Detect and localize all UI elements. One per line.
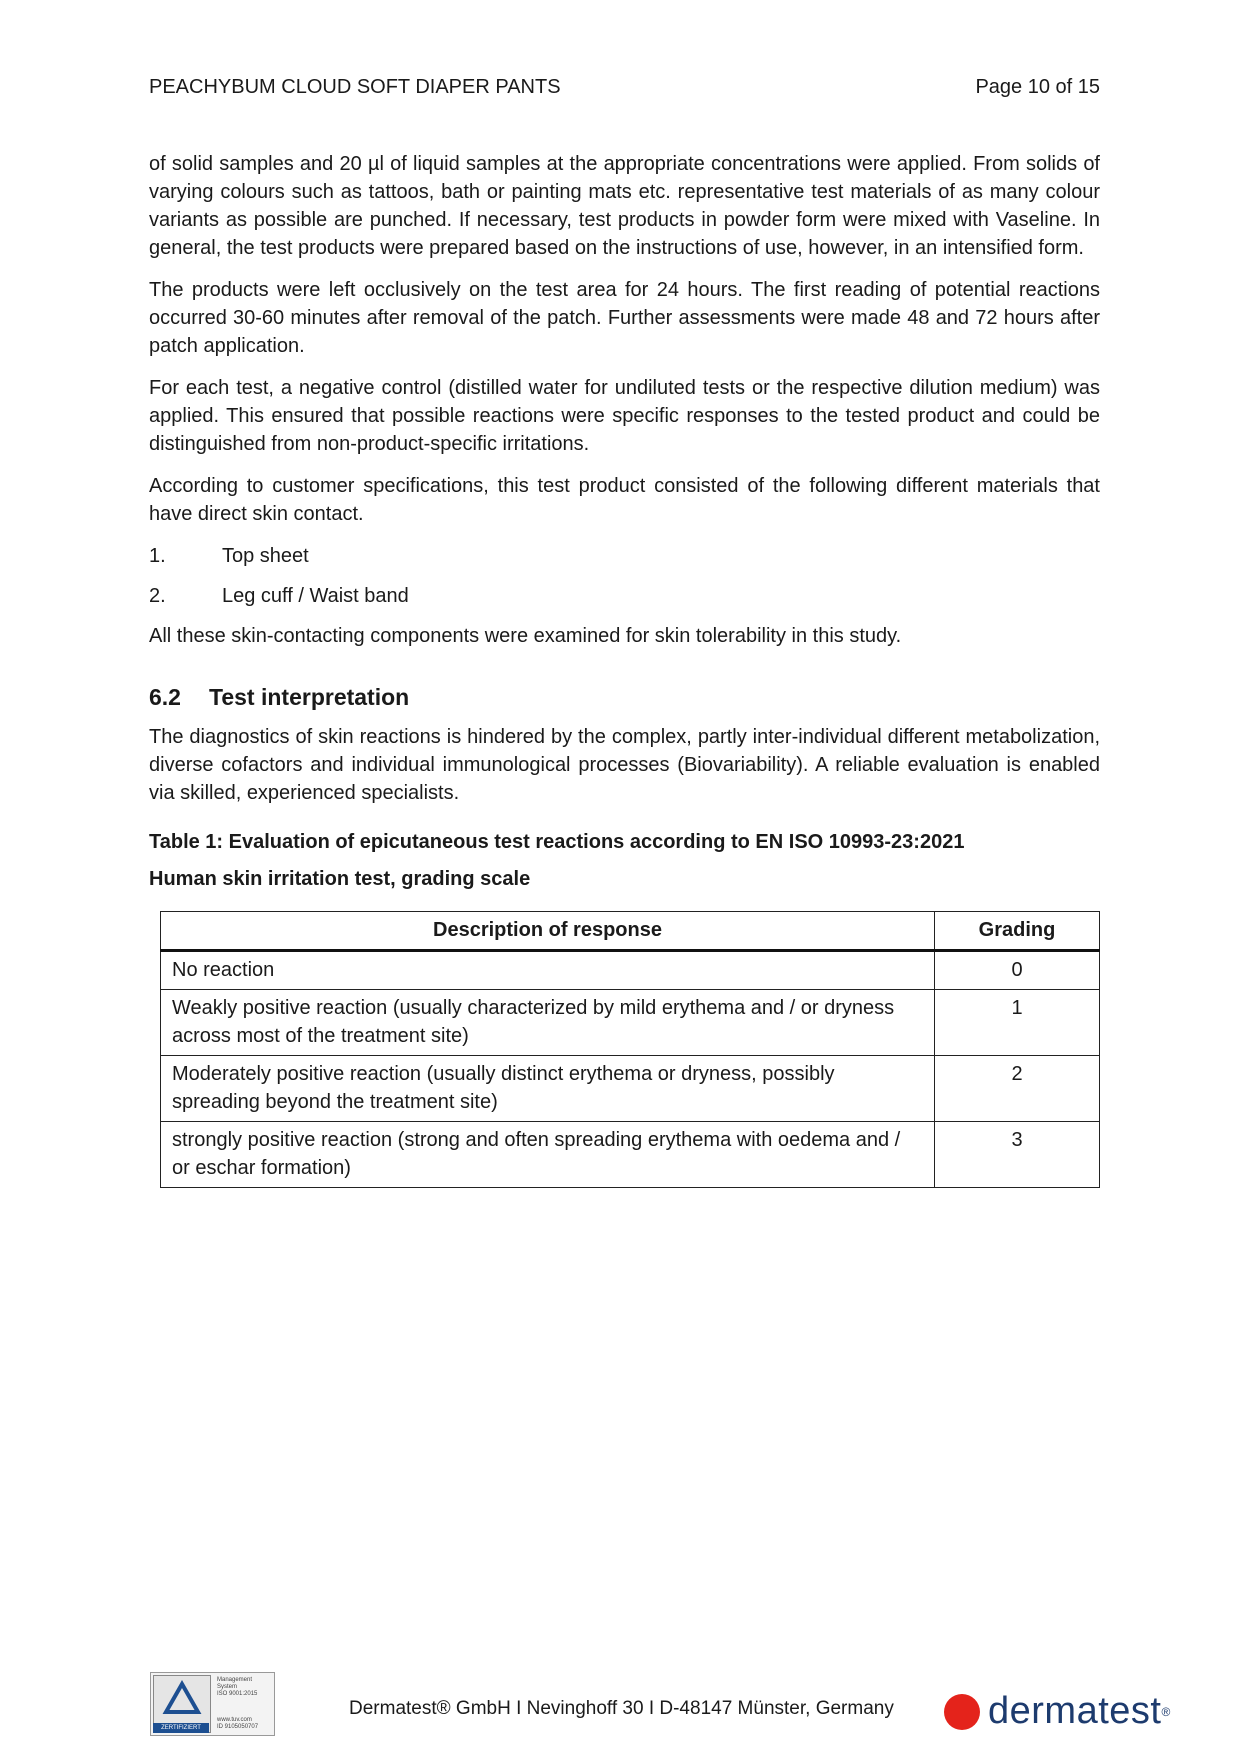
table-row — [161, 990, 1100, 1056]
table-caption: Table 1: Evaluation of epicutaneous test reactions according to EN ISO 10993-23:2021 — [149, 831, 965, 853]
table-cell-description: No reaction — [161, 951, 935, 990]
section-heading — [149, 684, 1100, 711]
document-body — [149, 150, 1100, 1188]
paragraph: of solid samples and 20 µl of liquid samples at the appropriate concentrations were applied. From solids of varying colours such as tattoos, bath or painting mats etc. representative test materials of as many colour variants as possible are punched. If necessary, test products in powder form were mixed with Vaseline. In general, the test products were prepared based on the instructions of use, however, in an intensified form. — [149, 153, 1100, 259]
list-item — [149, 542, 1100, 570]
table-row — [161, 951, 1100, 990]
column-header-description: Description of response — [161, 912, 935, 951]
table-cell-description: strongly positive reaction (strong and often spreading erythema with oedema and / or eschar formation) — [161, 1122, 935, 1188]
paragraph: For each test, a negative control (distilled water for undiluted tests or the respective dilution medium) was applied. This ensured that possible reactions were specific responses to the tested product and could be distinguished from non-product-specific irritations. — [149, 377, 1100, 455]
page-header-left: PEACHYBUM CLOUD SOFT DIAPER PANTS — [149, 76, 561, 98]
grading-table — [160, 911, 1100, 1188]
logo-dot-icon — [944, 1694, 980, 1730]
cert-id: www.tuv.com ID 9105050707 — [217, 1717, 259, 1730]
table-cell-grading: 2 — [935, 1056, 1100, 1122]
certification-badge — [150, 1672, 275, 1736]
list-item — [149, 582, 1100, 610]
logo-wordmark: dermatest — [988, 1690, 1162, 1732]
list-text: Top sheet — [222, 545, 309, 567]
table-row — [161, 1056, 1100, 1122]
table-cell-grading: 1 — [935, 990, 1100, 1056]
cert-text: Management System ISO 9001:2015 — [217, 1677, 258, 1697]
cert-bar: ZERTIFIZIERT — [153, 1723, 209, 1733]
paragraph: All these skin-contacting components were examined for skin tolerability in this study. — [149, 625, 902, 647]
section-title: Test interpretation — [209, 684, 410, 710]
paragraph: The diagnostics of skin reactions is hindered by the complex, partly inter-individual different metabolization, diverse cofactors and individual immunological processes (Biovariability). A reliable evaluation is enabled via skilled, experienced specialists. — [149, 726, 1100, 804]
page-number: Page 10 of 15 — [975, 76, 1100, 98]
table-header-row — [161, 912, 1100, 951]
dermatest-logo — [944, 1690, 1170, 1733]
list-text: Leg cuff / Waist band — [222, 585, 409, 607]
table-cell-description: Moderately positive reaction (usually distinct erythema or dryness, possibly spreading beyond the treatment site) — [161, 1056, 935, 1122]
registered-mark: ® — [1161, 1704, 1171, 1719]
column-header-grading: Grading — [935, 912, 1100, 951]
table-cell-grading: 0 — [935, 951, 1100, 990]
paragraph: The products were left occlusively on the test area for 24 hours. The first reading of potential reactions occurred 30-60 minutes after removal of the patch. Further assessments were made 48 and 72 hours after patch application. — [149, 279, 1100, 357]
table-cell-description: Weakly positive reaction (usually characterized by mild erythema and / or dryness across most of the treatment site) — [161, 990, 935, 1056]
footer-address: Dermatest® GmbH I Nevinghoff 30 I D-48147 Münster, Germany — [349, 1698, 894, 1719]
list-number: 1. — [149, 545, 166, 567]
section-number: 6.2 — [149, 684, 181, 710]
table-cell-grading: 3 — [935, 1122, 1100, 1188]
paragraph: According to customer specifications, this test product consisted of the following different materials that have direct skin contact. — [149, 475, 1100, 525]
table-subcaption: Human skin irritation test, grading scale — [149, 868, 531, 890]
list-number: 2. — [149, 585, 166, 607]
table-row — [161, 1122, 1100, 1188]
